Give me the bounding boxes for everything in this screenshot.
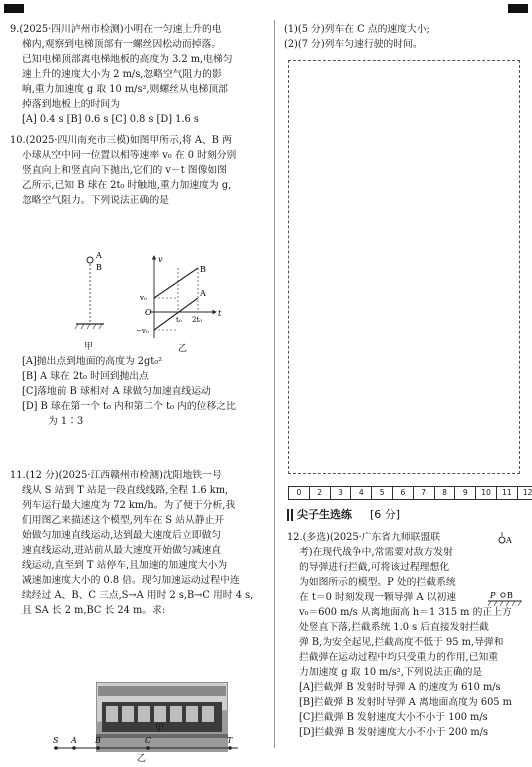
q10-option-a: [A]抛出点到地面的高度为 2gt₀²: [22, 356, 163, 367]
ball-b-circle: [87, 257, 93, 263]
interceptor-b-label: B: [507, 591, 513, 600]
section-title: 尖子生选练: [297, 508, 352, 521]
q12-stem-line: 在 t＝0 时刻发现一颗导弹 A 以初速: [299, 592, 457, 603]
score-cell[interactable]: 7: [414, 487, 435, 499]
section-score: [6 分]: [370, 508, 401, 521]
point-s-label: S: [53, 736, 59, 745]
q11-subquestion-1: (1)(5 分)列车在 C 点的速度大小;: [284, 24, 430, 35]
point-c: [146, 746, 150, 750]
line-a-label: A: [200, 289, 206, 298]
q12-stem-line: 考)在现代战争中,常需要对敌方发射: [299, 547, 453, 558]
q11-stem-line: 们用图乙来描述这个模型,列车在 S 站从静止开: [22, 515, 225, 526]
point-b: [96, 746, 100, 750]
column-divider: [274, 20, 275, 748]
score-cell[interactable]: 9: [455, 487, 476, 499]
score-cell[interactable]: 6: [393, 487, 414, 499]
q11-stem-line: 减速加速度大小的 0.8 倍。现匀加速运动过程中连: [22, 575, 240, 586]
score-cell[interactable]: 11: [497, 487, 518, 499]
q12-option-c: [C]拦截弹 B 发射速度大小不小于 100 m/s: [299, 712, 488, 723]
q11-stem-line: 续经过 A、B、C 三点,S→A 用时 2 s,B→C 用时 4 s,: [22, 590, 254, 601]
q11-stem-line: 线从 S 站到 T 站是一段直线线路,全程 1.6 km,: [22, 485, 229, 496]
q12-stem-line: 的导弹进行拦截,可将该过程理想化: [299, 562, 450, 573]
q10-fig-yi-caption: 乙: [178, 344, 188, 354]
corner-mark-left: [4, 4, 24, 13]
q11-stem-line: 线运动,直至到 T 站停车,且加速的加速度大小为: [22, 560, 228, 571]
t0-label: t₀: [176, 316, 182, 324]
question-10: [10, 133, 264, 427]
q11-subquestion-2: (2)(7 分)列车匀速行驶的时间。: [284, 39, 423, 50]
missile-a-icon: [499, 537, 505, 543]
q10-option-b: [B] A 球在 2t₀ 时回到抛出点: [22, 371, 149, 382]
left-column: [10, 22, 264, 764]
point-s: [54, 746, 58, 750]
q10-stem-line: 乙所示,已知 B 球在 2t₀ 时触地,重力加速度为 g,: [22, 180, 232, 191]
q9-stem-line: 响,重力加速度 g 取 10 m/s²,则螺丝从电梯顶部: [22, 84, 228, 95]
2t0-label: 2t₀: [192, 316, 203, 324]
score-cell[interactable]: 4: [351, 487, 372, 499]
score-cell[interactable]: 10: [476, 487, 497, 499]
q10-figure-jia: [74, 250, 114, 340]
q11-stem-line: 始做匀加速直线运动,达到最大速度后立即做匀: [22, 530, 222, 541]
launcher-p-label: P: [490, 591, 496, 600]
q9-stem-line: 9.(2025·四川泸州市检测)小明在一匀速上升的电: [10, 24, 222, 35]
q9-options: [A] 0.4 s [B] 0.6 s [C] 0.8 s [D] 1.6 s: [22, 114, 199, 125]
score-cell[interactable]: 2: [310, 487, 331, 499]
q12-stem-line: 拦截弹在运动过程中均只受重力的作用,已知重: [299, 652, 499, 663]
origin-label: O: [145, 308, 152, 317]
q11-fig-yi-caption: 乙: [137, 754, 147, 764]
t-axis-label: t: [218, 309, 222, 318]
q12-stem-line: 弹 B,为安全起见,拦截高度不低于 95 m,导弹和: [299, 637, 504, 648]
q11-fig-jia-caption: 甲: [155, 724, 165, 734]
v-axis-label: v: [158, 255, 163, 264]
q11-track-diagram: [48, 734, 248, 756]
q11-stem-line: 且 SA 长 2 m,BC 长 24 m。求:: [22, 605, 166, 616]
right-column: [284, 22, 524, 52]
neg-v0-label: −v₀: [136, 327, 149, 335]
line-b-label: B: [200, 265, 206, 274]
q12-stem-line: v₀＝600 m/s 从离地面高 h＝1 315 m 的正上方: [299, 607, 512, 618]
point-a: [72, 746, 76, 750]
ball-a-label: A: [96, 251, 102, 260]
q12-option-a: [A]拦截弹 B 发射时导弹 A 的速度为 610 m/s: [299, 682, 501, 693]
q12-stem-line: 为如图所示的模型。P 处的拦截系统: [299, 577, 456, 588]
score-cell[interactable]: 0: [289, 487, 310, 499]
section-marker-icon: [287, 509, 293, 521]
point-t: [228, 746, 232, 750]
q12-option-b: [B]拦截弹 B 发射时导弹 A 离地面高度为 605 m: [299, 697, 512, 708]
q11-stem-line: 速直线运动,进站前从最大速度开始做匀减速直: [22, 545, 222, 556]
score-cell[interactable]: 3: [331, 487, 352, 499]
score-cell[interactable]: 5: [372, 487, 393, 499]
score-cell[interactable]: 8: [435, 487, 456, 499]
q10-stem-line: 10.(2025·四川南充市三模)如图甲所示,将 A、B 两: [10, 135, 232, 146]
score-cell[interactable]: 12: [522, 488, 532, 497]
q10-stem-line: 竖直向上和竖直向下抛出,它们的 v－t 图像如图: [22, 165, 227, 176]
v0-label: v₀: [140, 294, 147, 302]
q12-stem-line: 12.(多选)(2025·广东省九师联盟联: [287, 532, 441, 543]
corner-mark-right: [508, 4, 528, 13]
point-a-label: A: [71, 736, 77, 745]
q10-fig-jia-caption: 甲: [84, 342, 94, 352]
point-t-label: T: [227, 736, 233, 745]
line-b: [154, 268, 198, 298]
answer-area[interactable]: [288, 60, 520, 474]
q11-stem-line: 列车运行最大速度为 72 km/h。为了便于分析,我: [22, 500, 236, 511]
q10-stem-line: 小球从空中同一位置以相等速率 v₀ 在 0 时刻分别: [22, 150, 237, 161]
q10-option-c: [C]落地前 B 球相对 A 球做匀加速直线运动: [22, 386, 211, 397]
q9-stem-line: 速上升的速度大小为 2 m/s,忽略空气阻力的影: [22, 69, 222, 80]
question-11: [10, 468, 268, 618]
interceptor-b-icon: [501, 593, 505, 597]
q11-stem-line: 11.(12 分)(2025·江西赣州市检测)沈阳地铁一号: [10, 470, 222, 481]
q12-stem-line: 处竖直下落,拦截系统 1.0 s 后直接发射拦截: [299, 622, 489, 633]
q9-stem-line: 已知电梯顶部离电梯地板的高度为 3.2 m,电梯匀: [22, 54, 233, 65]
q10-figure-yi: [136, 252, 236, 344]
section-header: [287, 507, 400, 522]
line-a: [154, 298, 198, 330]
q9-stem-line: 掉落到地板上的时间为: [22, 99, 120, 110]
q12-figure: [488, 530, 524, 610]
point-b-label: B: [95, 736, 101, 745]
missile-a-label: A: [506, 536, 512, 545]
q12-option-d: [D]拦截弹 B 发射速度大小不小于 200 m/s: [299, 727, 489, 738]
q9-stem-line: 梯内,观察到电梯顶部有一螺丝因松动而掉落。: [22, 39, 222, 50]
point-c-label: C: [145, 736, 152, 745]
question-9: [10, 22, 264, 127]
score-scale: [288, 486, 532, 500]
q10-option-d: [D] B 球在第一个 t₀ 内和第二个 t₀ 内的位移之比: [22, 401, 236, 412]
q12-stem-line: 力加速度 g 取 10 m/s²,下列说法正确的是: [299, 667, 483, 678]
q10-stem-line: 忽略空气阻力。下列说法正确的是: [22, 195, 169, 206]
q10-option-d-cont: 为 1∶3: [48, 416, 84, 427]
ball-b-label: B: [96, 263, 102, 272]
